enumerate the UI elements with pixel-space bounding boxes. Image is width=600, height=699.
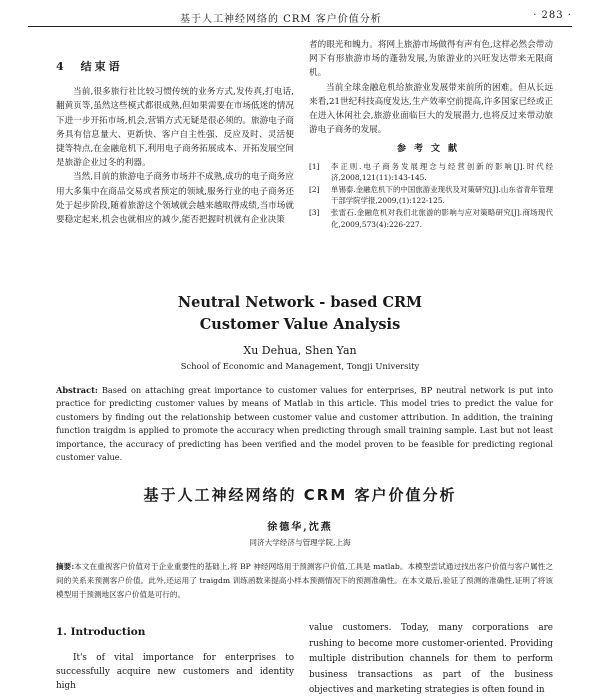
reference-number: [3]	[309, 208, 320, 218]
introduction-right-column: value customers. Today, many corporations are rushing to become more customer-oriented. Providing multiple distribution channels for them to perform business transactions as part of the business objectives and marketing strategies is often found in	[309, 623, 553, 695]
references-heading: 参考文献	[396, 144, 465, 155]
chinese-title: 基于人工神经网络的 CRM 客户价值分析	[143, 486, 457, 504]
chinese-affiliation: 同济大学经济与管理学院,上海	[249, 538, 351, 547]
introduction-paragraph: It's of vital importance for enterprises to successfully acquire new customers and identity high	[56, 653, 294, 691]
abstract-text: Based on attaching great importance to customer values for enterprises, BP neutral network is put into practice for predicting customer values by means of Matlab in this article. This model tries to predict the value for customers by finding out the relationship between customer value and customer attribution. In addition, the training function traigdm is applied to promote the accuracy when predicting through small training sample. Last but not least importance, the accuracy of predicting has been verified and the model proven to be feasible for predicting regional customer value.	[56, 385, 553, 463]
conclusion-paragraph: 当前全球金融危机给旅游业发展带来前所的困难。但从长远来看,21世纪科技高度发达,生产效率空前提高,许多国家已经或正在进入休闲社会,旅游业面临巨大的发展潜力,也将反过来带动旅游电子商务的发展。	[309, 82, 553, 136]
chinese-abstract	[56, 560, 553, 602]
section-heading-introduction: 1. Introduction	[56, 626, 146, 638]
abstract-label: Abstract:	[56, 385, 98, 395]
reference-item	[309, 184, 553, 206]
introduction-left-column	[56, 625, 294, 693]
conclusion-paragraph: 当前,很多旅行社比较习惯传统的业务方式,发传真,打电话,翻黄页等,虽然这些模式都很成熟,但如果需要在市场低迷的情况下进一步开拓市场,机会,营销方式无疑是很必须的。旅游电子商务具有信息量大、更新快、客户自主性强、反应及时、灵活便捷等特点,在金融危机下,利用电子商务拓展成本、开拓发展空间是旅游企业过冬的利器。	[56, 87, 294, 169]
section-heading-conclusion: 4 结束语	[56, 60, 123, 73]
page-number: · 283 ·	[533, 10, 572, 21]
running-title: 基于人工神经网络的 CRM 客户价值分析	[180, 14, 382, 25]
right-column	[309, 38, 553, 231]
english-title	[0, 292, 600, 336]
reference-number: [1]	[309, 161, 320, 171]
abstract-text: 本文在重视客户价值对于企业重要性的基础上,将 BP 神经网络用于预测客户价值,工具是 matlab。本模型尝试通过找出客户价值与客户属性之间的关系来预测客户价值。此外,还运用了 traigdm 训练函数来提高小样本预测情况下的预测准确性。在本文最后,验证了预测的准确性,证明了将该模型用于预测地区客户价值是可行的。	[56, 562, 553, 599]
continued-paragraph: 者的眼光和魄力。将网上旅游市场做得有声有色,这样必然会带动网下有形旅游市场的蓬勃发展,为旅游业的兴旺发达带来无限商机。	[309, 40, 553, 79]
english-abstract	[56, 384, 553, 464]
abstract-label: 摘要:	[56, 562, 75, 571]
left-column	[56, 56, 294, 227]
english-affiliation: School of Economic and Management, Tongji University	[180, 361, 420, 371]
english-title-line: Customer Value Analysis	[199, 316, 401, 333]
conclusion-paragraph: 当然,目前的旅游电子商务市场并不成熟,成功的电子商务应用大多集中在商品交易或者预定的领域,服务行业的电子商务还处于起步阶段,随着旅游这个领域就会越来越取得成绩,当市场就要稳定起来,机会也就相应的减少,能否把握时机就有企业决策	[56, 172, 294, 226]
english-title-line: Neutral Network - based CRM	[177, 294, 423, 311]
reference-text: 李正则.电子商务发展理念与经营创新的影响[J].时代经济,2008,121(11):143-145.	[331, 161, 553, 182]
reference-text: 单锡泰.金融危机下的中国旅游业现状及对策研究[J].山东省青年管理干部学院学报,2009,(1):122-125.	[331, 185, 553, 206]
reference-number: [2]	[309, 185, 320, 195]
running-header	[28, 8, 572, 27]
reference-text: 张雷石.金融危机对我们北旅游的影响与应对策略研究[J].商场现代化,2009,573(4):226-227.	[331, 208, 553, 229]
chinese-authors: 徐德华,沈燕	[267, 522, 333, 533]
reference-item	[309, 207, 553, 229]
reference-item	[309, 161, 553, 183]
english-authors: Xu Dehua, Shen Yan	[243, 344, 357, 357]
